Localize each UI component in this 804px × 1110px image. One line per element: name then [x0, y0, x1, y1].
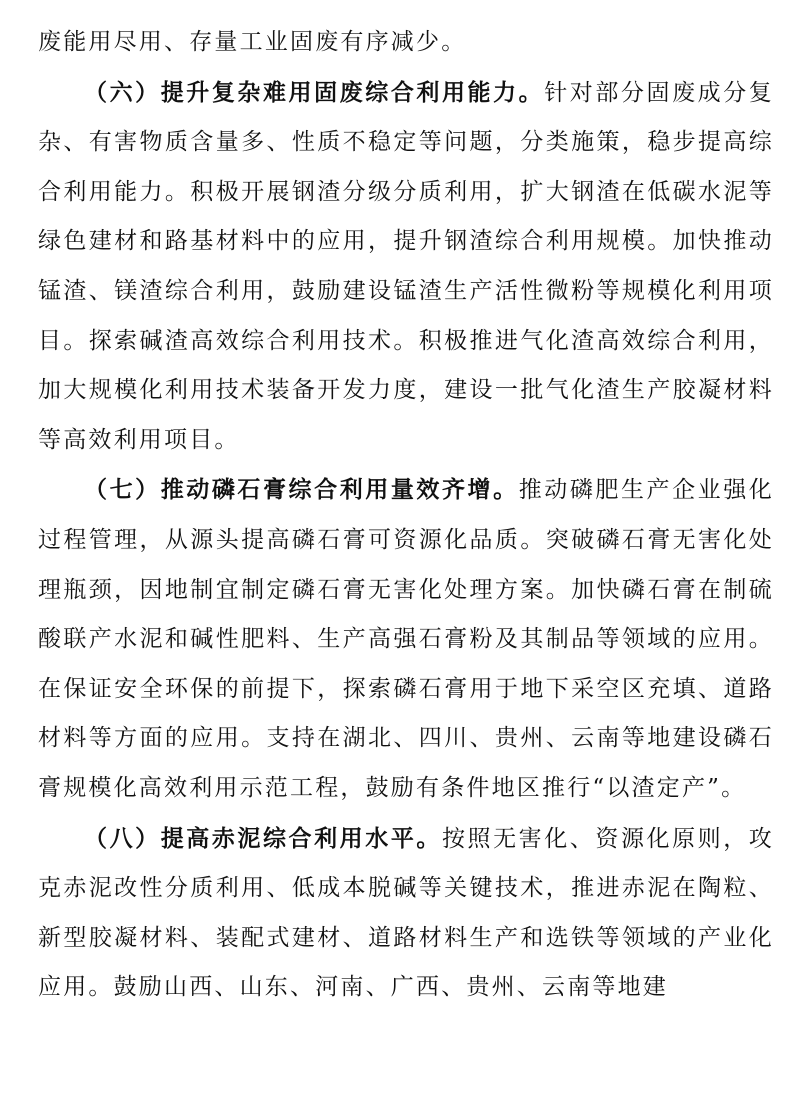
section-heading-6: （六）提升复杂难用固废综合利用能力。: [84, 78, 545, 106]
section-heading-7: （七）推动磷石膏综合利用量效齐增。: [84, 476, 519, 504]
paragraph-body: 推动磷肥生产企业强化过程管理，从源头提高磷石膏可资源化品质。突破磷石膏无害化处理瓶颈，因地制宜制定磷石膏无害化处理方案。加快磷石膏在制硫酸联产水泥和碱性肥料、生产高强石膏粉及其制品等领域的应用。在保证安全环保的前提下，探索磷石膏用于地下采空区充填、道路材料等方面的应用。支持在湖北、四川、贵州、云南等地建设磷石膏规模化高效利用示范工程，鼓励有条件地区推行“以渣定产”。: [38, 477, 775, 801]
paragraph-section-6: [38, 68, 774, 466]
document-page: [38, 18, 774, 1013]
paragraph-body: 废能用尽用、存量工业固废有序减少。: [38, 29, 467, 55]
paragraph-continuation: [38, 18, 774, 68]
paragraph-body: 按照无害化、资源化原则，攻克赤泥改性分质利用、低成本脱碱等关键技术，推进赤泥在陶粒、新型胶凝材料、装配式建材、道路材料生产和选铁等领域的产业化应用。鼓励山西、山东、河南、广西、贵州、云南等地建: [38, 825, 774, 1001]
paragraph-section-7: [38, 465, 774, 813]
paragraph-body: 针对部分固废成分复杂、有害物质含量多、性质不稳定等问题，分类施策，稳步提高综合利用能力。积极开展钢渣分级分质利用，扩大钢渣在低碳水泥等绿色建材和路基材料中的应用，提升钢渣综合利用规模。加快推动锰渣、镁渣综合利用，鼓励建设锰渣生产活性微粉等规模化利用项目。探索碱渣高效综合利用技术。积极推进气化渣高效综合利用，加大规模化利用技术装备开发力度，建设一批气化渣生产胶凝材料等高效利用项目。: [38, 79, 774, 453]
paragraph-section-8: [38, 814, 774, 1013]
section-heading-8: （八）提高赤泥综合利用水平。: [84, 824, 442, 852]
